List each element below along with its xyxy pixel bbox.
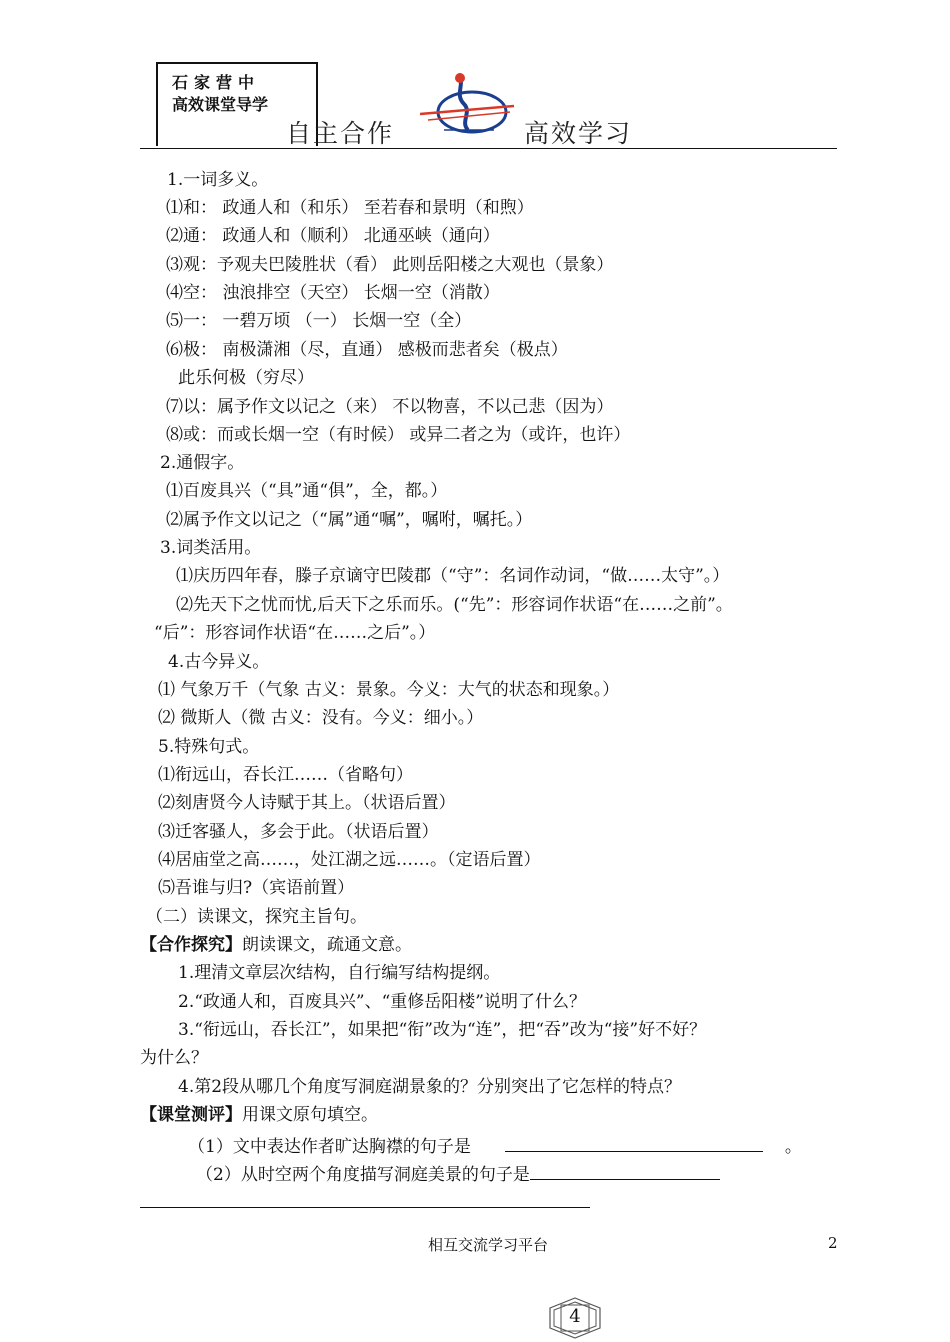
question-item: 1.理清文章层次结构，自行编写结构提纲。 <box>178 963 501 983</box>
badge-number: 4 <box>569 1306 581 1327</box>
text-line: 此乐何极（穷尽） <box>178 368 314 388</box>
school-subtitle: 高效课堂导学 <box>172 95 269 114</box>
question-item: 为什么？ <box>140 1048 208 1068</box>
text-line: ⑻或：而或长烟一空（有时候） 或异二者之为（或许，也许） <box>166 425 631 445</box>
answer-blank[interactable] <box>530 1162 720 1180</box>
text-line: ⑹极： 南极潇湘（尽，直通） 感极而悲者矣（极点） <box>166 340 568 360</box>
question-item: 3.“衔远山，吞长江”，如果把“衔”改为“连”，把“吞”改为“接”好不好？ <box>178 1020 707 1040</box>
test-label: 【课堂测评】 <box>140 1105 242 1125</box>
text-line: ⑸吾谁与归?（宾语前置） <box>158 878 355 898</box>
text-line: ⑵刻唐贤今人诗赋于其上。（状语后置） <box>158 793 456 813</box>
text-line: ⑴和： 政通人和（和乐） 至若春和景明（和煦） <box>166 198 534 218</box>
text-line: 5.特殊句式。 <box>158 737 260 757</box>
school-name: 石家营中 <box>172 73 261 92</box>
text-line: ⑴百废具兴（“具”通“俱”，全，都。） <box>166 481 448 501</box>
text-line: 4.古今异义。 <box>168 652 270 672</box>
text-line: ⑶迁客骚人，多会于此。（状语后置） <box>158 822 439 842</box>
text-line: ⑵ 微斯人（微 古义：没有。今义：细小。） <box>158 708 484 728</box>
slogan-right: 高效学习 <box>524 119 633 148</box>
text-line: （二）读课文，探究主旨句。 <box>146 907 367 927</box>
text-line: ⑺以：属予作文以记之（来） 不以物喜，不以己悲（因为） <box>166 397 614 417</box>
header-divider <box>140 148 837 149</box>
text-line: ⑴庆历四年春，滕子京谪守巴陵郡（“守”：名词作动词，“做……太守”。） <box>176 566 730 586</box>
question-item: 4.第2段从哪几个角度写洞庭湖景象的？分别突出了它怎样的特点？ <box>178 1077 682 1097</box>
footer-text: 相互交流学习平台 <box>428 1236 549 1254</box>
text-line: 1.一词多义。 <box>167 170 269 190</box>
text-line: 2.通假字。 <box>160 453 245 473</box>
text-line: ⑵先天下之忧而忧,后天下之乐而乐。(“先”：形容词作状语“在……之前”。 <box>176 595 733 615</box>
cooperation-label: 【合作探究】 <box>140 935 242 955</box>
school-logo-icon <box>414 68 520 138</box>
text-line: “后”：形容词作状语“在……之后”。） <box>154 623 436 643</box>
text-line: 3.词类活用。 <box>160 538 262 558</box>
text-line: ⑴ 气象万千（气象 古义：景象。今义：大气的状态和现象。） <box>158 680 620 700</box>
text-line: ⑶观：予观夫巴陵胜状（看） 此则岳阳楼之大观也（景象） <box>166 255 614 275</box>
question-item: 2.“政通人和，百废具兴”、“重修岳阳楼”说明了什么？ <box>178 992 586 1012</box>
text-line: ⑷居庙堂之高……，处江湖之远……。（定语后置） <box>158 850 541 870</box>
test-text: 用课文原句填空。 <box>242 1105 378 1125</box>
cooperation-heading <box>140 935 412 955</box>
text-line: ⑵通： 政通人和（顺利） 北通巫峡（通向） <box>166 226 500 246</box>
text-line: ⑷空： 浊浪排空（天空） 长烟一空（消散） <box>166 283 500 303</box>
footer-divider <box>140 1207 590 1208</box>
fill-blank-2: （2）从时空两个角度描写洞庭美景的句子是 <box>196 1162 720 1185</box>
text-line: ⑸一： 一碧万顷 （一） 长烟一空（全） <box>166 311 472 331</box>
text-line: ⑴衔远山，吞长江……（省略句） <box>158 765 413 785</box>
text-line: ⑵属予作文以记之（“属”通“嘱”，嘱咐，嘱托。） <box>166 510 533 530</box>
slogan-left: 自主合作 <box>286 119 395 148</box>
cooperation-text: 朗读课文，疏通文意。 <box>242 935 412 955</box>
test-heading <box>140 1105 378 1125</box>
fill-blank-1: （1）文中表达作者旷达胸襟的句子是 。 <box>188 1134 802 1157</box>
page-number: 2 <box>828 1234 838 1252</box>
answer-blank[interactable] <box>505 1134 763 1152</box>
